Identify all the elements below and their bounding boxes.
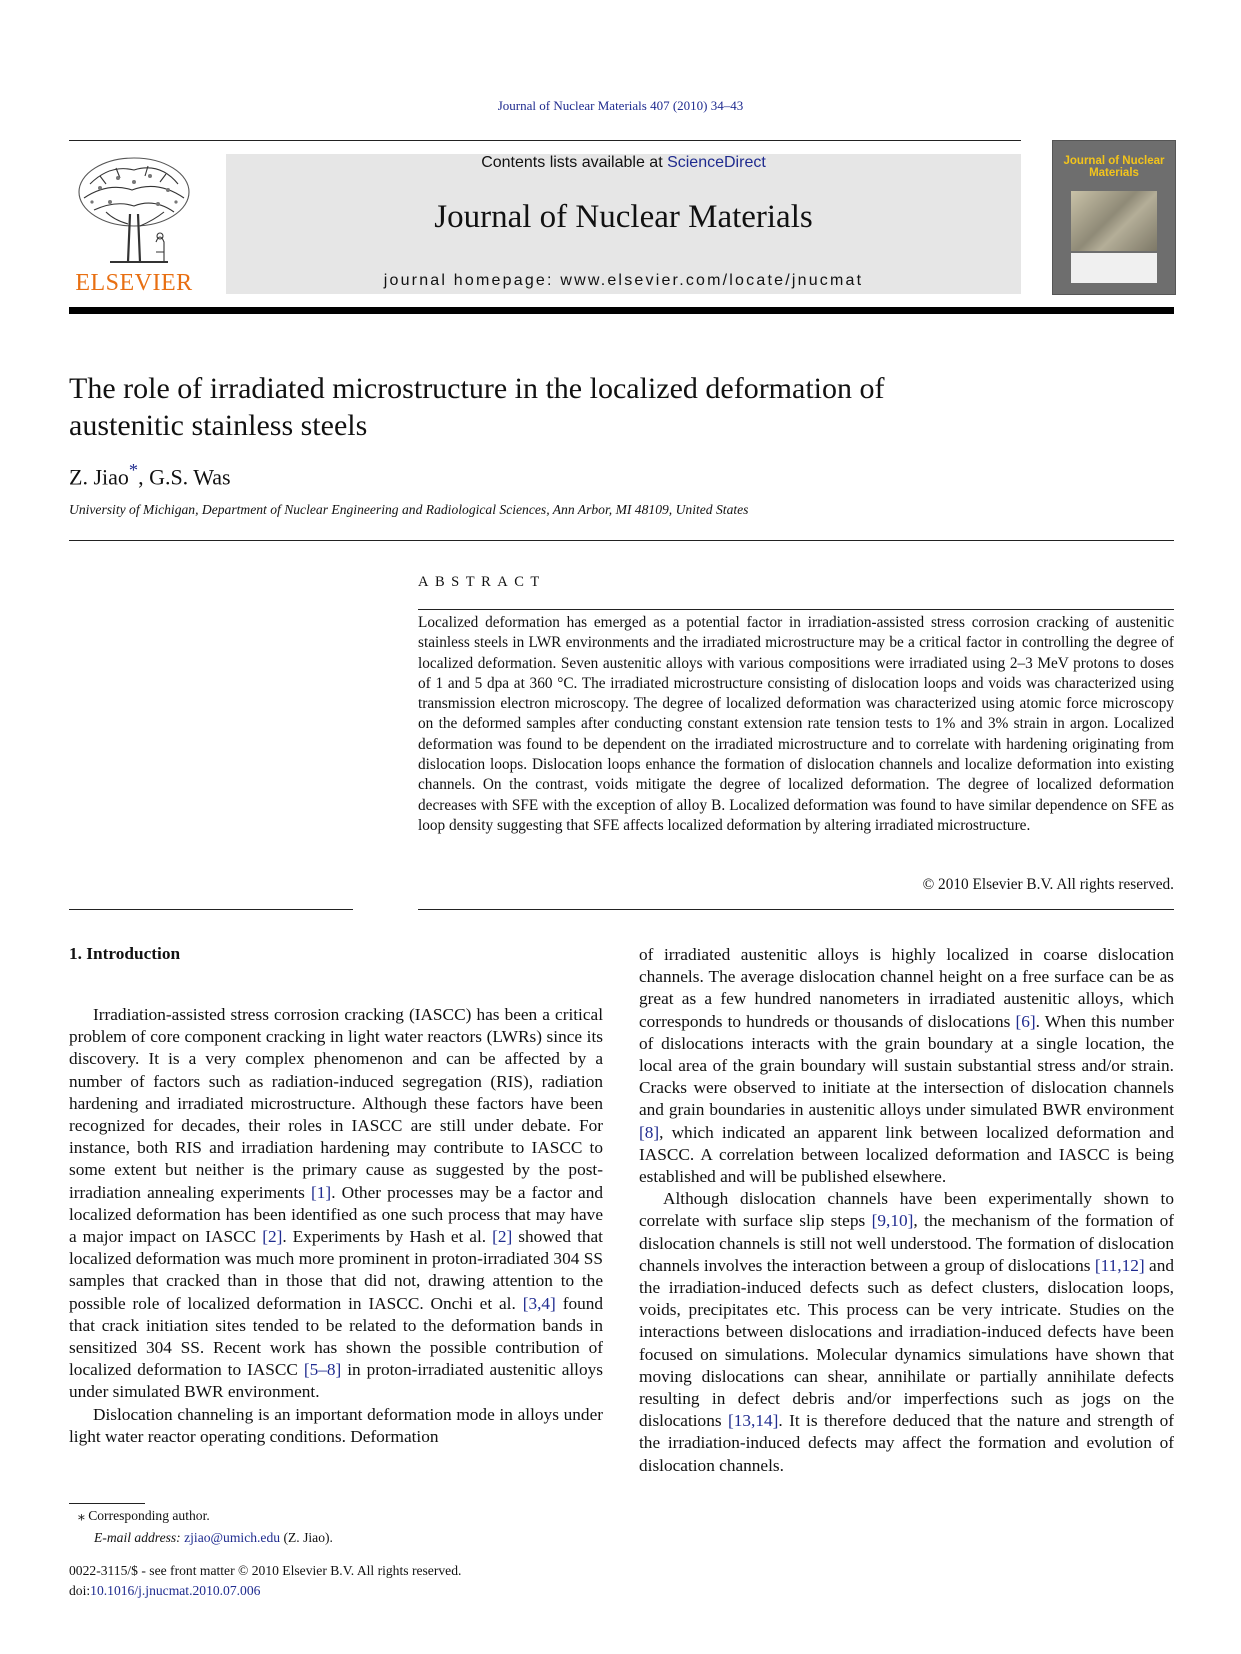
abstract-text: Localized deformation has emerged as a potential factor in irradiation-assisted stress corrosion cracking of austenitic stainless steels in LWR environments and the irradiated microstructure may be a critical factor in controlling the degree of localized deformation. Seven austenitic alloys with various compositions were irradiated using 2–3 MeV protons to doses of 1 and 5 dpa at 360 °C. The irradiated microstructure consisting of dislocation loops and voids was characterized using transmission electron microscopy. The degree of localized deformation was characterized using atomic force microscopy on the deformed samples after conducting constant extension rate tension tests to 1% and 3% strain in argon. Localized deformation was found to be dependent on the irradiated microstructure and to correlate with hardening originating from dislocation loops. Dislocation loops enhance the formation of dislocation channels and localize deformation into existing channels. On the contrast, voids mitigate the degree of localized deformation. The degree of localized deformation decreases with SFE with the exception of alloy B. Localized deformation was found to have similar dependence on SFE as loop density suggesting that SFE affects localized deformation by altering irradiated microstructure. [418, 614, 1174, 834]
journal-citation[interactable]: Journal of Nuclear Materials 407 (2010) 34–43 [497, 98, 744, 113]
homepage-prefix: journal homepage: [383, 272, 561, 289]
text-run: Although dislocation channels have been experimentally shown to correlate with surface slip steps [639, 1189, 1174, 1231]
email-link[interactable]: zjiao@umich.edu [184, 1530, 281, 1545]
text-run: , which indicated an apparent link between localized deformation and IASCC. A correlation between localized deformation and IASCC is being established and will be published elsewhere. [639, 1122, 1174, 1187]
citation-link[interactable]: [8] [639, 1122, 660, 1142]
paragraph [69, 1004, 603, 1404]
body-column-right [639, 944, 1174, 1477]
citation-link[interactable]: [9,10] [871, 1211, 914, 1231]
contents-line [226, 154, 1021, 172]
citation-link[interactable]: [11,12] [1094, 1255, 1145, 1275]
affiliation: University of Michigan, Department of Nuclear Engineering and Radiological Sciences, Ann Arbor, MI 48109, United States [69, 502, 749, 517]
paragraph [639, 944, 1174, 1188]
citation-link[interactable]: [2] [262, 1227, 283, 1247]
corresponding-author-marker[interactable]: * [128, 460, 139, 480]
citation-link[interactable]: [2] [492, 1227, 513, 1247]
issn-line: 0022-3115/$ - see front matter © 2010 Elsevier B.V. All rights reserved. [69, 1563, 462, 1578]
paragraph: Dislocation channeling is an important deformation mode in alloys under light water reactor operating conditions. Deformation [69, 1404, 603, 1446]
homepage-link[interactable]: www.elsevier.com/locate/jnucmat [560, 272, 864, 289]
contents-prefix: Contents lists available at [481, 154, 668, 171]
text-run: found that crack initiation sites tended to be related to the deformation bands in sensitized 304 SS. Recent work has shown the possible contribution of localized deformation to IASCC [69, 1293, 604, 1380]
journal-homepage [226, 272, 1021, 290]
email-label: E-mail address: [94, 1530, 185, 1545]
left-column-rule [69, 909, 353, 910]
text-run: showed that localized deformation was much more prominent in proton-irradiated 304 SS samples that cracked than in those that did not, drawing attention to the possible role of localized deformation in IASCC. Onchi et al. [69, 1227, 603, 1313]
email-suffix: (Z. Jiao). [280, 1530, 333, 1545]
text-run: . Experiments by Hash et al. [282, 1227, 493, 1247]
paragraph [639, 1188, 1174, 1477]
citation-link[interactable]: [1] [311, 1182, 332, 1202]
sciencedirect-link[interactable]: ScienceDirect [667, 154, 766, 171]
tree-icon [70, 154, 198, 272]
text-run: in proton-irradiated austenitic alloys under simulated BWR environment. [69, 1360, 603, 1402]
footnote-corresponding: ⁎ Corresponding author. [78, 1508, 210, 1523]
journal-name: Journal of Nuclear Materials [434, 199, 813, 235]
journal-cover-thumbnail[interactable] [1052, 140, 1176, 295]
doi-prefix: doi: [69, 1583, 91, 1598]
author-list [69, 460, 231, 490]
text-run: . When this number of dislocations interacts with the grain boundary at a single location, the local area of the grain boundary will sustain substantial stress and/or strain. Cracks were observed to initiate at the intersection of dislocation channels and grain boundaries in austenitic alloys under simulated BWR environment [639, 1011, 1174, 1120]
doi-line [69, 1583, 260, 1599]
text-run: . Other processes may be a factor and localized deformation has been identified as one such process that may have a major impact on IASCC [69, 1182, 604, 1247]
abstract-rule [418, 609, 1174, 610]
header-divider [69, 307, 1174, 314]
footnote-email [94, 1530, 333, 1546]
body-column-left [69, 1004, 603, 1448]
footnote-rule [69, 1503, 145, 1504]
text-run: Irradiation-assisted stress corrosion cracking (IASCC) has been a critical problem of core component cracking in light water reactors (LWRs) since its discovery. It is a very complex phenomenon and can be affected by a number of factors such as radiation-induced segregation (RIS), radiation hardening and irradiated microstructure. Although these factors have been recognized for decades, their roles in IASCC are still under debate. For instance, both RIS and irradiation hardening may contribute to IASCC to some extent but neither is the primary cause as suggested by the post-irradiation annealing experiments [69, 1005, 603, 1202]
abstract-bottom-rule [418, 909, 1174, 910]
abstract-copyright: © 2010 Elsevier B.V. All rights reserved. [922, 876, 1174, 893]
cover-title: Journal of Nuclear Materials [1063, 155, 1165, 179]
section-heading: 1. Introduction [69, 944, 181, 963]
affiliation-divider [69, 540, 1174, 541]
citation-link[interactable]: [3,4] [522, 1293, 556, 1313]
top-rule [69, 140, 1021, 141]
author-1: Z. Jiao [69, 464, 129, 490]
text-run: and the irradiation-induced defects such as defect clusters, dislocation loops, voids, precipitates etc. This process can be very intricate. Studies on the interactions between dislocations and irradiation-induced defects have been focused on simulations. Molecular dynamics simulations have shown that moving dislocations can shear, annihilate or partially annihilate defects resulting in defect debris and/or imperfections such as jogs on the dislocations [639, 1255, 1174, 1431]
elsevier-wordmark: ELSEVIER [75, 270, 193, 296]
text-run: . It is therefore deduced that the nature and strength of the irradiation-induced defects may affect the formation and evolution of dislocation channels. [639, 1411, 1174, 1475]
author-2: G.S. Was [149, 464, 231, 490]
citation-link[interactable]: [13,14] [727, 1411, 779, 1431]
citation-link[interactable]: [5–8] [303, 1360, 342, 1380]
text-run: , the mechanism of the formation of dislocation channels is still not well understood. The formation of dislocation channels involves the interaction between a group of dislocations [639, 1211, 1174, 1275]
cover-image [1071, 191, 1157, 251]
text-run: of irradiated austenitic alloys is highly localized in coarse dislocation channels. The average dislocation channel height on a free surface can be as great as a few hundred nanometers in irradiated austenitic alloys, which corresponds to hundreds or thousands of dislocations [639, 945, 1174, 1031]
doi-link[interactable]: 10.1016/j.jnucmat.2010.07.006 [90, 1583, 261, 1598]
cover-lower-panel [1071, 253, 1157, 283]
citation-link[interactable]: [6] [1015, 1011, 1036, 1031]
abstract-heading: ABSTRACT [418, 574, 546, 590]
author-separator: , [138, 464, 150, 490]
article-title: The role of irradiated microstructure in the localized deformation of austenitic stainless steels [69, 372, 885, 442]
